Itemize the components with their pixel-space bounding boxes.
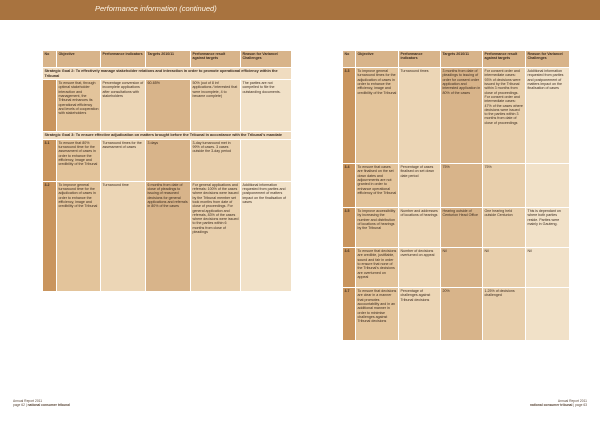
row-indicator: Turnaround times for the assessment of cases <box>101 139 146 181</box>
row-indicator: Turnaround time <box>101 181 146 291</box>
table-row <box>343 248 569 288</box>
footer-page-number: page 62 | <box>13 403 27 408</box>
row-no: 3.4 <box>343 164 356 208</box>
strategic-goal-3: Strategic Goal 3: To ensure effective adjudication on matters brought before the Tribunal in accordance with the Tribunal's mandate <box>43 132 291 140</box>
col-header-indicators: Performance indicators <box>101 51 146 68</box>
row-reason: This is dependant on where both parties reside. Parties were mainly in Gauteng. <box>526 208 569 248</box>
row-objective: To ensure that, through optimal stakeholder interaction and management, the Tribunal enhances its operational efficiency and levels of cooperation with stakeholders <box>57 80 101 132</box>
row-reason: Nil <box>526 248 569 288</box>
row-reason: Additional information requested from parties and postponement of matters impact on the finalisation of cases <box>241 181 291 291</box>
row-reason <box>526 288 569 340</box>
row-target: Nil <box>441 248 483 288</box>
row-target: 3 days <box>146 139 191 181</box>
row-result: 1.25% of decisions challenged <box>483 288 526 340</box>
table-row <box>343 288 569 340</box>
footer-page-line <box>13 403 70 407</box>
row-objective: To ensure that 80% turnaround time for the assessment of cases in order to enhance the efficiency, image and credibility of the Tribunal <box>57 139 101 181</box>
row-objective: To ensure that cases are finalised on the set down dates and adjournments are not granted in order to enhance operational efficiency of the Tribunal <box>356 164 399 208</box>
row-objective: To ensure that decisions are clear in a manner that promotes accountability and in an additional manner in order to minimise challenges against Tribunal decisions <box>356 288 399 340</box>
row-result: Nil <box>483 248 526 288</box>
row-reason <box>526 164 569 208</box>
col-header-objective: Objective <box>57 51 101 68</box>
row-target: 6 months from date of close of pleadings to issuing of reasoned decisions for general applications and referrals in 80% of the cases <box>146 181 191 291</box>
table-row <box>343 208 569 248</box>
row-no: 3.1 <box>43 139 57 181</box>
row-target: 75% <box>441 164 483 208</box>
row-result: One hearing held outside Centurion <box>483 208 526 248</box>
row-result: For general applications and referrals: 100% of the cases where decisions were issued by the Tribunal member set took months from date of close of proceedings. For general application and referrals, 83% of the cases where decisions were issued to the parties within 6 months from close of pleadings <box>191 181 241 291</box>
col-header-reason: Reason for Variance/ Challenges <box>241 51 291 68</box>
row-no: 3.5 <box>343 208 356 248</box>
strategic-goal-row <box>43 68 291 80</box>
row-objective: To improve general turnaround time for the adjudication of cases in order to enhance the efficiency, image and credibility of the Tribunal <box>57 181 101 291</box>
row-result: 50% (out of 8 inf applications / interested that were incomplete, 4 to became complete) <box>191 80 241 132</box>
strategic-goal-row <box>43 132 291 140</box>
table-row <box>43 139 291 181</box>
col-header-indicators: Performance indicators <box>399 51 441 68</box>
row-target: Hearing outside of Centurion Head Office <box>441 208 483 248</box>
row-target: 3 months from date of pleadings to issuing of order for consent order application and interested application in 80% of the cases <box>441 68 483 164</box>
row-no: 3.2 <box>43 181 57 291</box>
row-reason: Additional information requested from parties and postponement of matters impact on the finalisation of cases <box>526 68 569 164</box>
row-indicator: Percentage conversion of incomplete applications after consultations with stakeholders <box>101 80 146 132</box>
table-row <box>43 80 291 132</box>
performance-table-left <box>42 50 291 291</box>
row-indicator: Percentage of challenges against Tribunal decisions <box>399 288 441 340</box>
row-no: 3.6 <box>343 248 356 288</box>
table-header-row <box>43 51 291 68</box>
row-indicator: Number and addresses of locations of hearings <box>399 208 441 248</box>
footer-brand: national consumer tribunal <box>530 403 573 408</box>
footer-right <box>530 399 587 408</box>
col-header-no: No <box>343 51 356 68</box>
row-result: 75% <box>483 164 526 208</box>
performance-table-right <box>342 50 569 340</box>
row-reason: The parties are not compelled to file the outstanding documents. <box>241 80 291 132</box>
row-objective: To ensure that decisions are credible, justifiable, sound and fair in order to ensure that none of the Tribunal's decisions are overturned on appeal <box>356 248 399 288</box>
table-row <box>343 164 569 208</box>
footer-report-title: Annual Report 2011 <box>13 399 43 403</box>
col-header-result: Performance result against targets <box>191 51 241 68</box>
row-target: 20% <box>441 288 483 340</box>
row-indicator: Percentage of cases finalised on set down date period <box>399 164 441 208</box>
footer-page-line <box>530 403 587 407</box>
footer-page-number: | page 63 <box>573 403 587 408</box>
table-row <box>43 181 291 291</box>
row-no <box>43 80 57 132</box>
strategic-goal-2: Strategic Goal 2: To effectively manage stakeholder relations and interaction in order to promote operational efficiency within the Tribunal <box>43 68 291 80</box>
row-no: 3.7 <box>343 288 356 340</box>
row-reason <box>241 139 291 181</box>
col-header-objective: Objective <box>356 51 399 68</box>
col-header-no: No <box>43 51 57 68</box>
col-header-targets: Targets 2010/11 <box>441 51 483 68</box>
row-indicator: Turnaround times <box>399 68 441 164</box>
row-objective: To improve accessibility by increasing the number and distribution of locations of hearings by the Tribunal <box>356 208 399 248</box>
page-title: Performance information (continued) <box>95 4 217 13</box>
col-header-targets: Targets 2010/11 <box>146 51 191 68</box>
row-target: 60-65% <box>146 80 191 132</box>
col-header-result: Performance result against targets <box>483 51 526 68</box>
table-row <box>343 68 569 164</box>
row-objective: To improve general turnaround times for the adjudication of cases in order to enhance the efficiency, image and credibility of the Tribunal <box>356 68 399 164</box>
row-result: For consent order and intermediate cases: 93% of decisions were issued by the Tribunal within 3 months from close of proceedings. For consent order and intermediate cases: 47% of the cases where decisions were issued to the parties within 3 months from date of close of proceedings <box>483 68 526 164</box>
header-band <box>0 0 600 20</box>
table-header-row <box>343 51 569 68</box>
row-no: 3.3 <box>343 68 356 164</box>
col-header-reason: Reason for Variance/ Challenges <box>526 51 569 68</box>
footer-report-title: Annual Report 2011 <box>557 399 587 403</box>
row-result: 3-day turnaround met in 99% of cases. 3 cases outside the 3-day period <box>191 139 241 181</box>
footer-brand: national consumer tribunal <box>27 403 70 408</box>
footer-left <box>13 399 70 408</box>
row-indicator: Number of decisions overturned on appeal <box>399 248 441 288</box>
